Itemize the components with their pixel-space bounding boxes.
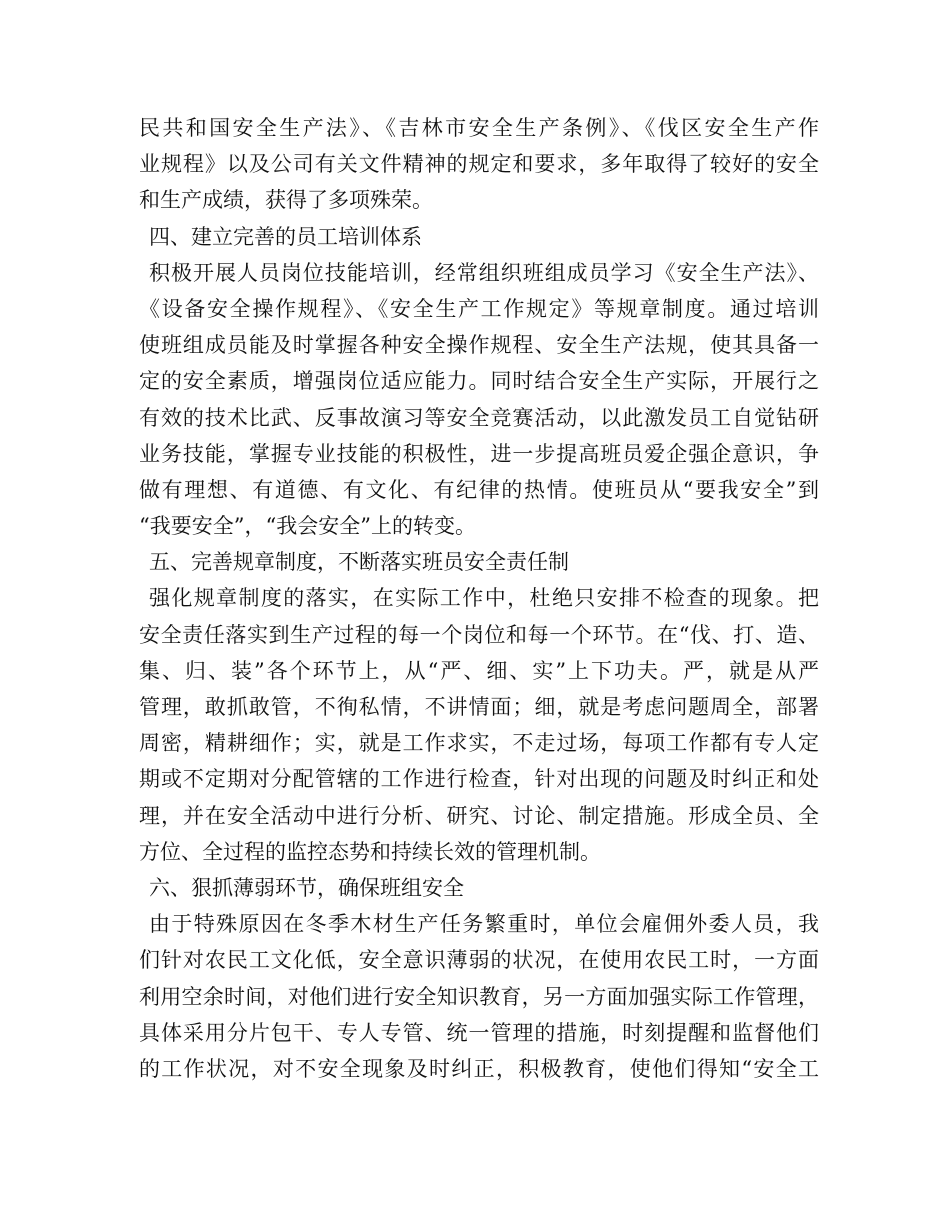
text-line: “我要安全”，“我会安全”上的转变。	[139, 514, 476, 539]
text-line: 期或不定期对分配管辖的工作进行检查，针对出现的问题及时纠正和处	[139, 767, 819, 792]
text-line: 周密，精耕细作；实，就是工作求实，不走过场，每项工作都有专人定	[139, 731, 819, 756]
text-line: 做有理想、有道德、有文化、有纪律的热情。使班员从“要我安全”到	[139, 477, 819, 502]
text-line: 利用空余时间，对他们进行安全知识教育，另一方面加强实际工作管理，	[139, 984, 819, 1009]
text-line: 《设备安全操作规程》、《安全生产工作规定》等规章制度。通过培训	[139, 296, 819, 321]
text-line: 们针对农民工文化低，安全意识薄弱的状况，在使用农民工时，一方面	[139, 948, 819, 973]
text-line: 民共和国安全生产法》、《吉林市安全生产条例》、《伐区安全生产作	[139, 116, 819, 140]
section-heading: 六、狠抓薄弱环节，确保班组安全	[149, 875, 464, 900]
text-line: 业务技能，掌握专业技能的积极性，进一步提高班员爱企强企意识，争	[139, 441, 819, 466]
text-line: 有效的技术比武、反事故演习等安全竞赛活动，以此激发员工自觉钻研	[139, 405, 819, 430]
text-line: 业规程》以及公司有关文件精神的规定和要求，多年取得了较好的安全	[139, 152, 819, 177]
text-line: 和生产成绩，获得了多项殊荣。	[139, 188, 433, 213]
text-line: 使班组成员能及时掌握各种安全操作规程、安全生产法规，使其具备一	[139, 333, 819, 358]
section-heading: 五、完善规章制度，不断落实班员安全责任制	[149, 550, 569, 575]
text-line: 理，并在安全活动中进行分析、研究、讨论、制定措施。形成全员、全	[139, 803, 819, 828]
text-line: 管理，敢抓敢管，不徇私情，不讲情面；细，就是考虑问题周全，部署	[139, 695, 819, 719]
text-line: 定的安全素质，增强岗位适应能力。同时结合安全生产实际，开展行之	[139, 369, 819, 394]
text-line: 的工作状况，对不安全现象及时纠正，积极教育，使他们得知“安全工	[139, 1056, 819, 1081]
text-line: 方位、全过程的监控态势和持续长效的管理机制。	[139, 839, 601, 864]
text-line: 强化规章制度的落实，在实际工作中，杜绝只安排不检查的现象。把	[149, 586, 819, 611]
body-text	[139, 110, 819, 1087]
text-line: 具体采用分片包干、专人专管、统一管理的措施，时刻提醒和监督他们	[139, 1020, 819, 1045]
text-line: 积极开展人员岗位技能培训，经常组织班组成员学习《安全生产法》、	[149, 260, 819, 285]
text-line: 安全责任落实到生产过程的每一个岗位和每一个环节。在“伐、打、造、	[139, 622, 819, 647]
section-heading: 四、建立完善的员工培训体系	[149, 224, 422, 249]
text-line: 由于特殊原因在冬季木材生产任务繁重时，单位会雇佣外委人员，我	[149, 912, 819, 937]
text-line: 集、归、装”各个环节上，从“严、细、实”上下功夫。严，就是从严	[139, 658, 819, 683]
